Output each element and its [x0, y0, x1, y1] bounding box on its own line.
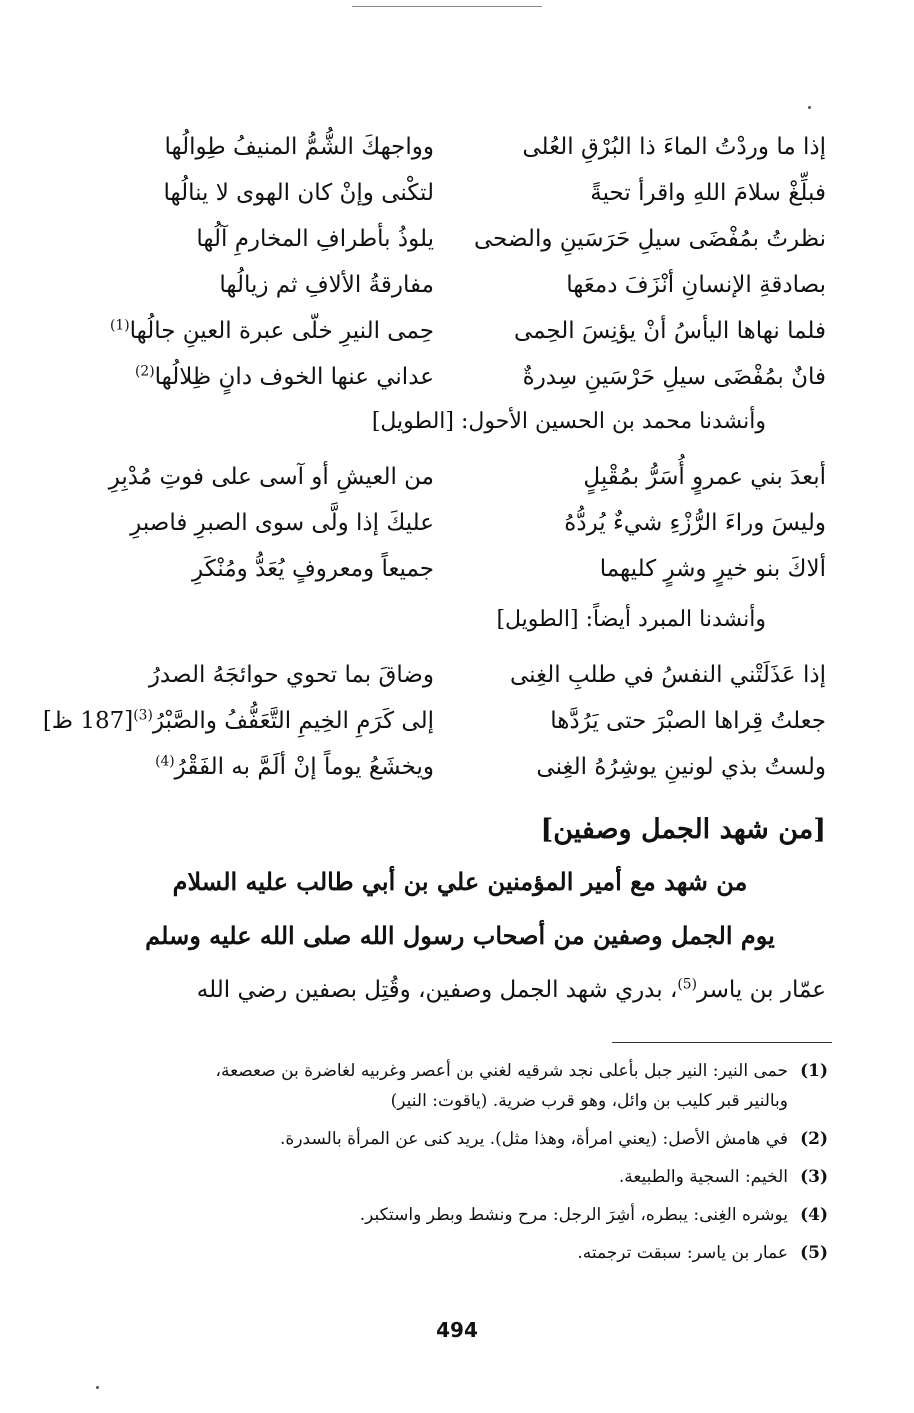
poem-intro-3: وأنشدنا المبرد أيضاً: [الطويل] [496, 607, 766, 632]
verse-second-hemistich: مفارقةُ الألافِ ثم زيالُها [219, 272, 434, 298]
verse-second-hemistich [82, 356, 434, 398]
footnote-marker[interactable]: (5) [677, 976, 697, 993]
verse-line [82, 172, 826, 218]
poem-block-1 [82, 126, 826, 402]
poem-block-3 [42, 654, 826, 792]
verse-first-hemistich: إذا عَذَلَتْني النفسُ في طلبِ الغِنى [509, 662, 826, 688]
verse-line [82, 456, 826, 502]
verse-first-hemistich: ولستُ بذي لونينِ يوشِرُهُ الغِنى [536, 754, 826, 780]
print-speck [96, 1386, 99, 1389]
verse-text: حِمى النيرِ خلّى عبرة العينِ جالُها [129, 318, 434, 344]
verse-text: عداني عنها الخوف دانٍ ظِلالُها [154, 364, 434, 390]
verse-first-hemistich: فانٌ بمُفْضَى سيلِ حَرْسَينِ سِدرةٌ [522, 364, 826, 390]
verse-second-hemistich: يلوذُ بأطرافِ المخارمِ آلُها [196, 226, 434, 252]
print-speck [808, 106, 811, 109]
verse-second-hemistich [82, 746, 434, 788]
footnote-number: (2) [800, 1129, 828, 1149]
footnote-number: (5) [800, 1243, 828, 1263]
verse-line [42, 700, 826, 746]
footnote-text: في هامش الأصل: (يعني امرأة، وهذا مثل). يريد كنى عن المرأة بالسدرة. [280, 1129, 788, 1149]
footnote-marker[interactable]: (3) [133, 707, 153, 724]
footnote-text: وبالنير قبر كليب بن وائل، وهو قرب ضرية. (ياقوت: النير) [390, 1091, 788, 1111]
footnote-item [78, 1124, 828, 1154]
verse-second-hemistich: من العيشِ أو آسى على فوتِ مُدْبِرِ [108, 464, 434, 490]
verse-line [82, 548, 826, 594]
footnote-text: يوشره الغِنى: يبطره، أشِرَ الرجل: مرح ونشط وبطر واستكبر. [359, 1205, 788, 1225]
verse-line [82, 356, 826, 402]
footnote-marker[interactable]: (4) [155, 753, 175, 770]
verse-line [82, 654, 826, 700]
manuscript-folio-marker: [187 ظ] [42, 708, 134, 734]
paragraph-text-start: عمّار بن ياسر [696, 977, 826, 1003]
verse-line [82, 746, 826, 792]
verse-first-hemistich: فبلِّغْ سلامَ اللهِ واقرأ تحيةً [590, 180, 826, 206]
verse-first-hemistich: أبعدَ بني عمروٍ أُسَرُّ بمُقْبِلٍ [583, 464, 826, 490]
verse-second-hemistich: وواجهكَ الشُّمُّ المنيفُ طِوالُها [164, 134, 434, 160]
body-paragraph [82, 968, 826, 1012]
header-rule [352, 6, 542, 7]
section-heading: [من شهد الجمل وصفين] [540, 814, 826, 845]
verse-first-hemistich: إذا ما وردْتُ الماءَ ذا البُرْقِ العُلى [522, 134, 826, 160]
footnote-item [78, 1056, 828, 1116]
footnote-marker[interactable]: (1) [110, 317, 130, 334]
footnote-text: حمى النير: النير جبل بأعلى نجد شرقيه لغني بن أعصر وغربيه لغاضرة بن صعصعة، [215, 1061, 788, 1081]
poem-intro-2: وأنشدنا محمد بن الحسين الأحول: [الطويل] [371, 409, 766, 434]
verse-line [82, 310, 826, 356]
verse-first-hemistich: وليسَ وراءَ الرُّزْءِ شيءٌ يُردُّهُ [564, 510, 826, 536]
footnotes [78, 1056, 828, 1276]
verse-first-hemistich: بصادقةِ الإنسانِ أنْزَفَ دمعَها [566, 272, 826, 298]
poem-block-2 [82, 456, 826, 594]
verse-first-hemistich: فلما نهاها اليأسُ أنْ يؤنِسَ الحِمى [513, 318, 826, 344]
footnote-number: (3) [800, 1167, 828, 1187]
verse-line [82, 502, 826, 548]
footnote-number: (1) [800, 1061, 828, 1081]
footnote-item [78, 1238, 828, 1268]
verse-line [82, 264, 826, 310]
verse-first-hemistich: ألاكَ بنو خيرٍ وشرٍ كليهما [599, 556, 826, 582]
paragraph-text-end: ، بدري شهد الجمل وصفين، وقُتِل بصفين رضي الله [196, 977, 678, 1003]
chapter-title-line-1: من شهد مع أمير المؤمنين علي بن أبي طالب عليه السلام [172, 867, 748, 896]
verse-second-hemistich: وضاقَ بما تحوي حوائجَهُ الصدرُ [148, 662, 434, 688]
verse-text: ويخشَعُ يوماً إنْ ألَمَّ به الفَقْرُ [174, 754, 434, 780]
verse-second-hemistich: عليكَ إذا ولَّى سوى الصبرِ فاصبرِ [130, 510, 434, 536]
verse-second-hemistich: لتكْنى وإنْ كان الهوى لا ينالُها [163, 180, 434, 206]
footnote-item [78, 1200, 828, 1230]
footnote-text: الخيم: السجية والطبيعة. [618, 1167, 788, 1187]
chapter-title-line-2: يوم الجمل وصفين من أصحاب رسول الله صلى الله عليه وسلم [145, 921, 775, 950]
verse-second-hemistich: جميعاً ومعروفٍ يُعَدُّ ومُنْكَرِ [192, 556, 434, 582]
verse-first-hemistich: جعلتُ قِراها الصبْرَ حتى يَرُدَّها [550, 708, 826, 734]
verse-second-hemistich [42, 700, 434, 742]
footnote-number: (4) [800, 1205, 828, 1225]
footnote-marker[interactable]: (2) [135, 363, 155, 380]
verse-line [82, 126, 826, 172]
footnote-separator [612, 1042, 832, 1043]
verse-first-hemistich: نظرتُ بمُفْضَى سيلِ حَرَسَينِ والضحى [473, 226, 826, 252]
page-number: 494 [436, 1318, 478, 1342]
verse-second-hemistich [82, 310, 434, 352]
verse-text: إلى كَرَمِ الخِيمِ التَّعَفُّفُ والصَّبْرُ [152, 708, 434, 734]
verse-line [82, 218, 826, 264]
footnote-item [78, 1162, 828, 1192]
footnote-text: عمار بن ياسر: سبقت ترجمته. [577, 1243, 788, 1263]
